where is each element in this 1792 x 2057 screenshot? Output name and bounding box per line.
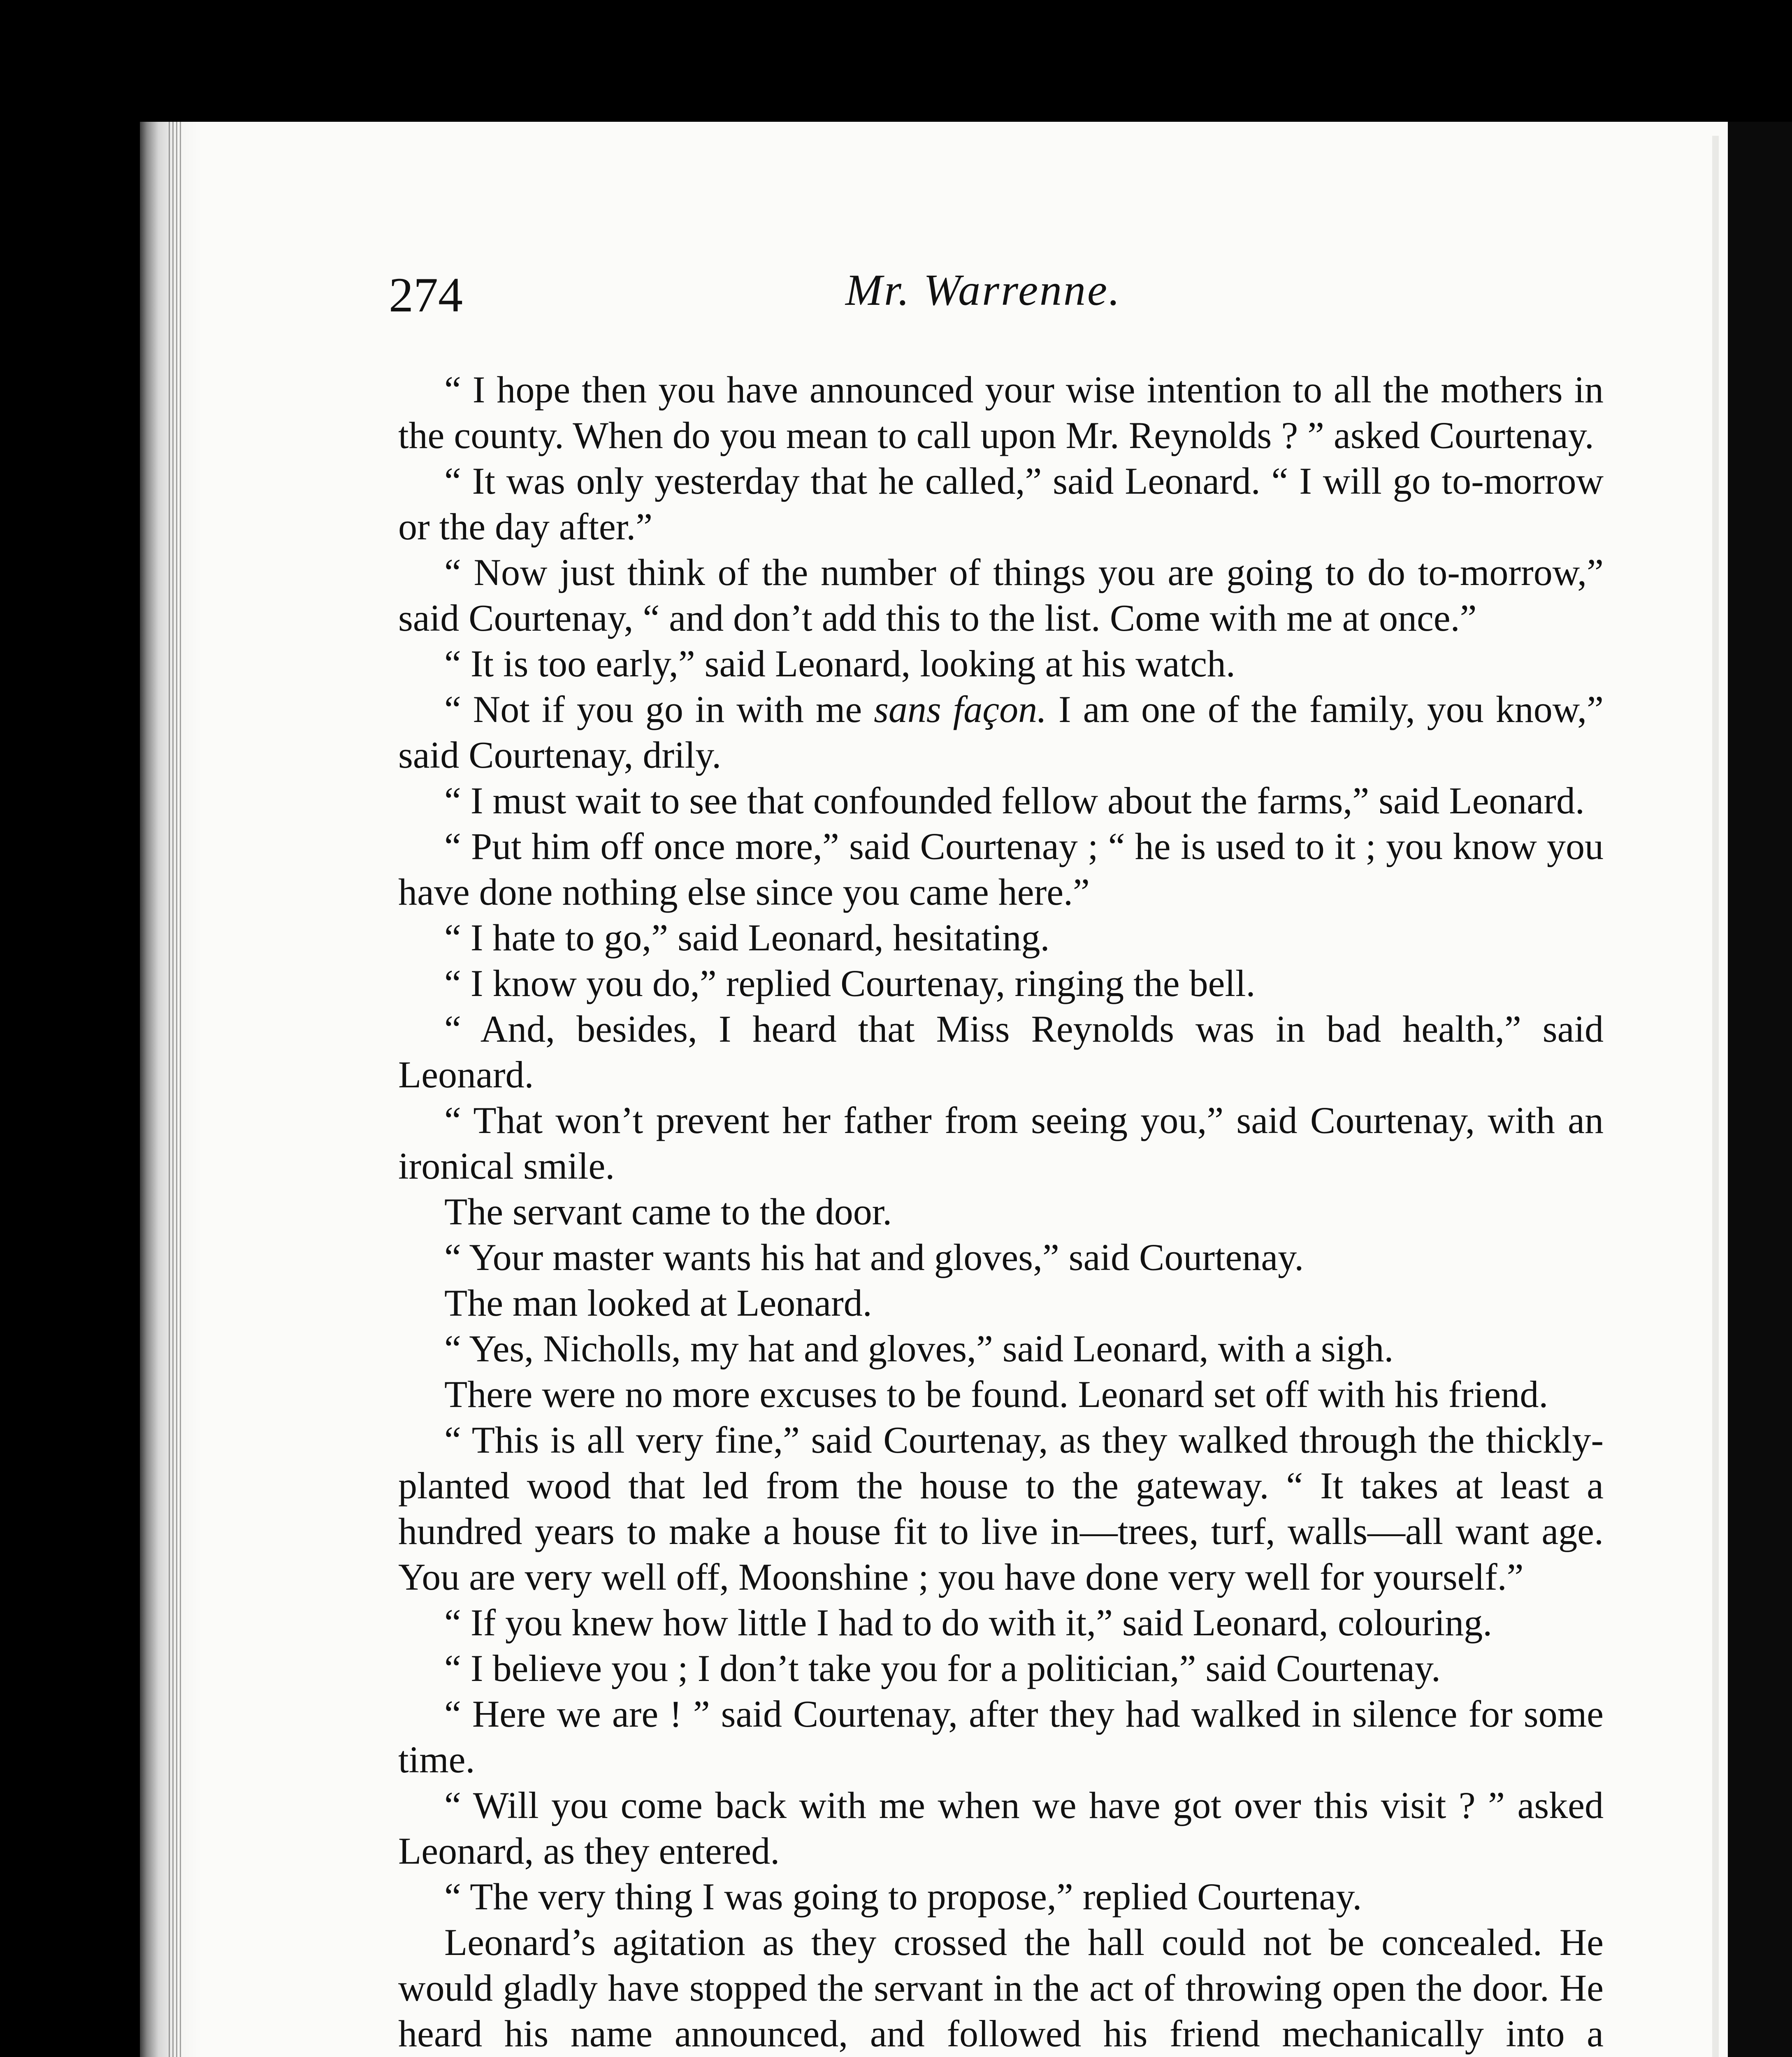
binding-lines — [169, 122, 181, 2057]
paragraph: “ It is too early,” said Leonard, looking at his watch. — [444, 643, 1235, 685]
facing-page-edge — [1728, 122, 1792, 2057]
paragraph: “ Yes, Nicholls, my hat and gloves,” said Leonard, with a sigh. — [444, 1328, 1394, 1370]
paragraph: “ Now just think of the number of things you are going to do to-morrow,” said Courtenay, “ and don’t add this to the list. Come with me at once.” — [398, 551, 1604, 639]
paragraph — [398, 687, 1604, 778]
paragraph: “ This is all very fine,” said Courtenay, as they walked through the thickly-planted wood that led from the house to the gateway. “ It takes at least a hundred years to make a house fit to live in—trees, turf, walls—all want age. You are very well off, Moonshine ; you have done very well for yourself.” — [398, 1419, 1604, 1598]
paragraph: “ Put him off once more,” said Courtenay ; “ he is used to it ; you know you have done nothing else since you came here.” — [398, 825, 1604, 913]
page-number: 274 — [389, 267, 463, 322]
running-title: Mr. Warrenne. — [845, 266, 1121, 315]
paragraph-text: “ Not if you go in with me — [444, 688, 874, 730]
paragraph: There were no more excuses to be found. Leonard set off with his friend. — [444, 1373, 1548, 1415]
paragraph: “ I hope then you have announced your wise intention to all the mothers in the county. When do you mean to call upon Mr. Reynolds ? ” asked Courtenay. — [398, 369, 1604, 456]
paragraph: The servant came to the door. — [444, 1191, 892, 1233]
paragraph: “ Your master wants his hat and gloves,” said Courtenay. — [444, 1236, 1304, 1278]
paragraph: “ That won’t prevent her father from seeing you,” said Courtenay, with an ironical smile. — [398, 1099, 1604, 1187]
paragraph: “ It was only yesterday that he called,” said Leonard. “ I will go to-morrow or the day after.” — [398, 460, 1604, 548]
italic-phrase: sans façon. — [874, 688, 1047, 730]
paragraph: “ I hate to go,” said Leonard, hesitating. — [444, 917, 1050, 959]
paragraph: “ Will you come back with me when we have got over this visit ? ” asked Leonard, as they entered. — [398, 1784, 1604, 1872]
paragraph-text: I am one of the family, you know,” said Courtenay, drily. — [398, 688, 1604, 776]
body-text — [398, 367, 1604, 2057]
paragraph: “ The very thing I was going to propose,” replied Courtenay. — [444, 1876, 1362, 1918]
page-edge-strip — [1712, 136, 1719, 2057]
paragraph: “ And, besides, I heard that Miss Reynolds was in bad health,” said Leonard. — [398, 1008, 1604, 1096]
paragraph: “ If you knew how little I had to do with it,” said Leonard, colouring. — [444, 1602, 1493, 1644]
paragraph: “ I believe you ; I don’t take you for a politician,” said Courtenay. — [444, 1647, 1441, 1689]
paragraph: “ I must wait to see that confounded fellow about the farms,” said Leonard. — [444, 780, 1585, 822]
paragraph: Leonard’s agitation as they crossed the hall could not be concealed. He would gladly have stopped the servant in the act of throwing open the door. He heard his name announced, and followed his friend mechanically into a — [398, 1921, 1604, 2055]
paragraph: The man looked at Leonard. — [444, 1282, 872, 1324]
paragraph: “ Here we are ! ” said Courtenay, after they had walked in silence for some time. — [398, 1693, 1604, 1781]
paragraph: “ I know you do,” replied Courtenay, ringing the bell. — [444, 962, 1256, 1004]
